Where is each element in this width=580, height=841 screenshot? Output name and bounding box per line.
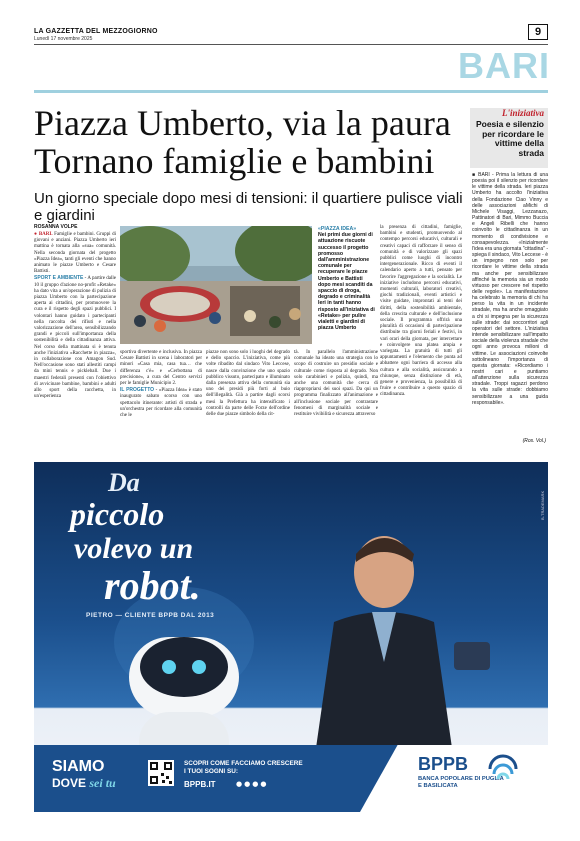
article-title xyxy=(34,104,464,180)
ad-cta-text: SCOPRI COME FACCIAMO CRESCERE I TUOI SOGNI SU: xyxy=(184,760,303,775)
ad-bank-name: BANCA POPOLARE DI PUGLIA E BASILICATA xyxy=(418,776,504,789)
qr-code-graphic xyxy=(148,760,174,786)
column-text: - «Piazza Idea» è stato inaugurato sabato scorso con uno spettacolo itinerante: artisti di strada e un'orchestra per ricordare alla comunità che le xyxy=(120,388,202,419)
column-text: Famiglie e bambini. Gruppi di giovani e anziani. Piazza Umberto ieri mattina è tornata alla «sua» comunità. Nella seconda giornata del progetto «Piazza Idea», tanti gli eventi che hanno animato le piazze Umberto e Cesare Battisti. xyxy=(34,232,117,275)
social-icons xyxy=(236,780,268,788)
linkedin-icon[interactable]: ● xyxy=(252,780,261,788)
dateline: Lunedì 17 novembre 2025 xyxy=(34,36,93,42)
column-text: sportiva divertente e inclusiva. In piazza Cesare Battisti in scena i laboratori per minori «Casa mia, casa tua… che differenza c'è» e «Cerbottana di precisione», a cura del Centro servizi per le famiglie Municipio 2. xyxy=(120,350,202,387)
facebook-icon[interactable]: ● xyxy=(236,780,245,788)
qr-code-icon[interactable] xyxy=(148,760,174,786)
bppb-logo-icon xyxy=(486,752,520,786)
ad-dove-script: sei tu xyxy=(89,776,116,790)
sidebar-signature: (Ros. Vol.) xyxy=(522,438,546,444)
sidebar-kicker: L'iniziativa xyxy=(501,108,544,118)
byline: ROSANNA VOLPE xyxy=(34,224,78,230)
subhead-progetto: IL PROGETTO xyxy=(120,387,155,394)
title-line-1: Piazza Umberto, via la paura xyxy=(34,103,451,143)
article-subtitle: Un giorno speciale dopo mesi di tensioni: il quartiere pulisce viali e giardini xyxy=(34,190,463,224)
column-text: - A partire dalle 10 il gruppo d'azione no-profit «Retake» ha dato vita a un'operazione di pulizia di piazza Umberto con la partecipazione aperta ai cittadini, per promuovere la cura e il rispetto degli spazi pubblici. I volontari hanno guidato i partecipanti nella raccolta dei rifiuti e nella valorizzazione dell'area, sensibilizzando grandi e piccoli sull'importanza della sostenibilità e della cittadinanza attiva. Nel corso della mattinata si è tenuta anche l'iniziativa «Racchette in piazza», in collaborazione con Amagon Sud. Nell'occasione sono stati allestiti campi da mini tennis e pickleball. Due i maestri federali presenti con l'obiettivo di avvicinare bambine, bambini e adulti allo sport della racchetta, in un'esperienza xyxy=(34,276,116,400)
caption-text: Nei primi due giorni di attuazione riscuote successo il progetto promosso dall'amministrazione comunale per recuperare le piazze Umberto e Battisti dopo mesi scanditi da spaccio di droga, degrado e criminalità Ieri in tanti hanno risposto all'iniziativa di «Retake» per pulire vialetti e giardini di piazza Umberto xyxy=(318,232,375,332)
ad-siamo: SIAMO xyxy=(52,758,105,775)
section-rule xyxy=(34,90,548,93)
subhead-sport: SPORT E AMBIENTE xyxy=(34,275,84,282)
photo-caption xyxy=(318,226,376,331)
ad-brand-name: BPPB xyxy=(418,754,469,774)
section-title: BARI xyxy=(458,45,550,86)
title-line-2: Tornano famiglie e bambini xyxy=(34,141,435,181)
ad-side-mark: B-TRADEMARK xyxy=(540,490,545,520)
article-column-5: la presenza di cittadini, famiglie, bambini e studenti, promuovendo al contempo percorsi educativi, culturali e creativi capaci di rafforzare il senso di comunità e di valorizzare gli spazi pubblici come luoghi di incontro intergenerazionale. Ricco di eventi il calendario aperto a tutti, pensato per favorire l'aggregazione e la socialità. Le iniziative includono percorsi educativi, momenti culturali, laboratori creativi, giochi tradizionali, eventi artistici e visite guidate, improntati ai temi dei diritti, della sostenibilità ambientale, della crescita culturale e dell'inclusione sociale. Il programma offrirà una pluralità di occasioni di partecipazione distribuite tra giorni feriali e festivi, in vari orari della giornata, per intercettare e coinvolgere una platea ampia e variegata. La gratuità di tutti gli appuntamenti e l'elemento che punta ad abbattere ogni barriera di accesso alla cultura e alla socialità, assicurando a chiunque, senza distinzione di età, genere e provenienza, la possibilità di fruire e contribuire a questo spazio di cittadinanza. xyxy=(380,225,462,398)
article-photo xyxy=(120,226,312,344)
ad-headline-2: piccolo xyxy=(70,496,165,532)
ad-website-link[interactable]: BPPB.IT xyxy=(184,780,216,789)
bppb-logo-graphic xyxy=(486,752,520,786)
article-column-3: piazze non sono solo i luoghi del degrado e dello spaccio. L'iniziativa, come più volte ribadito dal sindaco Vito Leccese, nasce dalla convinzione che uno spazio pubblico vissuto, partecipato e illuminato dalla presenza attiva della comunità sia uno dei presidi più forti al buio dell'illegalità. Già a partire dagli scorsi mesi la Prefettura ha intensificato i controlli da parte delle Forze dell'ordine delle due piazze simbolo della cit- xyxy=(206,350,290,418)
photo-illustration xyxy=(120,226,312,344)
dateline-lead: ● BARI. xyxy=(34,232,53,237)
ad-headline-1: Da xyxy=(108,468,140,497)
sidebar-text: ■ BARI - Prima la lettura di una poesia poi il silenzio per ricordare le vittime della strada. Ieri piazza Umberto ha accolto l'iniziativa della Fondazione Ciao Vinny e delle associazioni aMichi di Michele Visaggi, Lezzanazo, Pattinatori di Bari, Mimmo Buccia e Angeli Ribelli che hanno coinvolto le cittadinanza in un momento di condivisione e consapevolezza. «Inizialmente l'idea era una giornata "cittadina" - spiega il sindaco, Vito Leccese - è un impegno non solo per ricordare le vittime della strada ma anche per sensibilizzare affinché la memoria sia un modo virtuoso per crescere nel rispetto delle regole». La manifestazione ha celebrato la memoria di chi ha perso la vita in un incidente stradale, ma ha anche omaggiato a chi si impegna per la sicurezza sulle strade: dai soccorritori agli operatori del settore. L'iniziativa intende sensibilizzare sull'impatto sociale della violenza stradale che ogni anno provoca milioni di vittime. Le associazioni coinvolte sottolineano l'importanza di questa giornata: «Ricordiamo i nostri cari e puntiamo all'attenzione sulla sicurezza stradale. Troppi ragazzi perdono la vita sulle strade: dobbiamo sensibilizzare a una guida responsabile». xyxy=(472,172,548,406)
ad-dove-text: DOVE xyxy=(52,776,87,790)
masthead: LA GAZZETTA DEL MEZZOGIORNO xyxy=(34,28,158,35)
caption-kicker: «PIAZZA IDEA» xyxy=(318,226,357,232)
ad-headline-3: volevo un xyxy=(74,532,194,565)
youtube-icon[interactable]: ● xyxy=(260,780,269,788)
instagram-icon[interactable]: ● xyxy=(244,780,253,788)
sidebar-title: Poesia e silenzio per ricordare le vittime della strada xyxy=(475,119,544,158)
page-number: 9 xyxy=(528,24,548,40)
ad-dove xyxy=(52,776,116,791)
ad-headline-4: robot. xyxy=(104,563,201,608)
article-column-1 xyxy=(34,232,116,400)
article-column-4: tà. In parallelo l'amministrazione comunale ha ideato una strategia con lo scopo di costruire un presidio sociale e culturale come risposta al degrado. Non solo carabinieri e polizia, quindi, ma anche una comunità che cerca di riappropriarsi dei suoi spazi. Da qui un programma finalizzato all'animazione e all'inclusione sociale per contrastare fenomeni di marginalità sociale e restituire vivibilità e sicurezza attraverso xyxy=(294,350,378,418)
article-column-2 xyxy=(120,350,202,419)
ad-testimonial: PIETRO — CLIENTE BPPB DAL 2013 xyxy=(86,612,215,619)
